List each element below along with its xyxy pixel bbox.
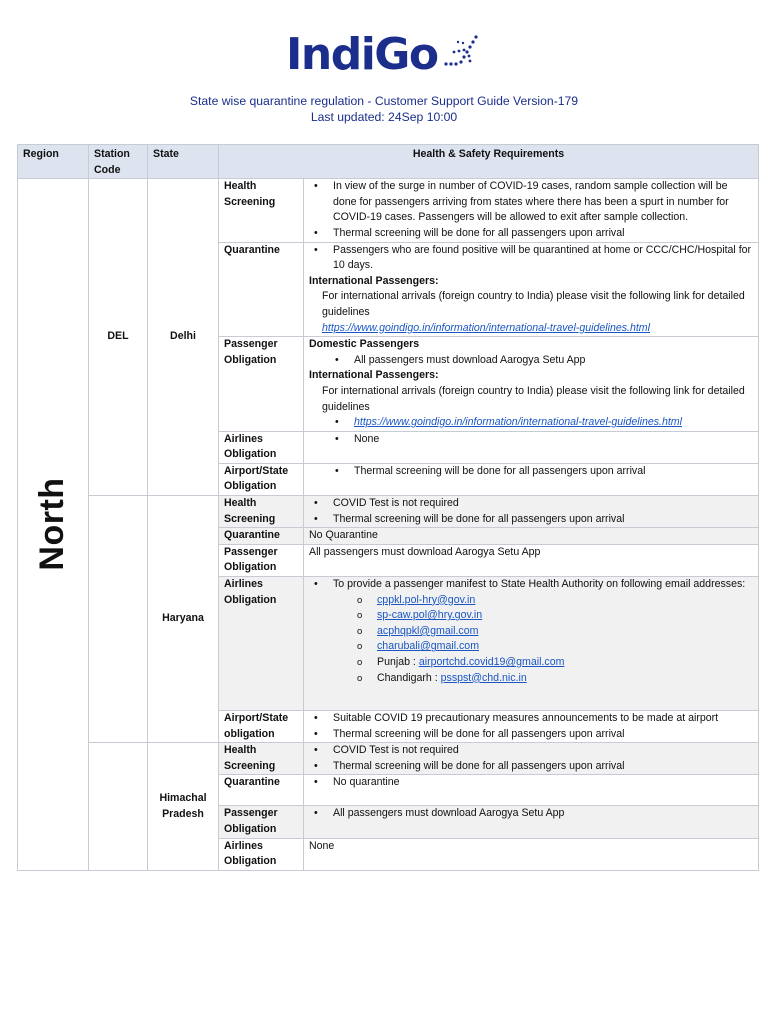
table-header-row: [18, 145, 759, 179]
category-label: Health Screening: [219, 496, 304, 528]
requirement-cell: None: [304, 838, 759, 870]
table-row: [18, 179, 759, 242]
station-code-del: DEL: [89, 179, 148, 496]
email-link[interactable]: charubali@gmail.com: [377, 640, 480, 653]
list-item: • No quarantine: [309, 775, 753, 791]
col-region: Region: [18, 145, 89, 179]
list-item: • All passengers must download Aarogya Setu App: [309, 353, 753, 369]
domestic-heading: Domestic Passengers: [309, 338, 420, 351]
list-item: • Thermal screening will be done for all passengers upon arrival: [309, 512, 753, 528]
intl-text: For international arrivals (foreign country to India) please visit the following link for detailed guidelines: [322, 384, 745, 413]
requirement-cell: [304, 806, 759, 838]
intl-guidelines-link[interactable]: https://www.goindigo.in/information/international-travel-guidelines.html: [354, 416, 682, 429]
category-label: Health Screening: [219, 179, 304, 242]
category-label: Airport/State obligation: [219, 711, 304, 743]
category-label: Quarantine: [219, 775, 304, 806]
email-link[interactable]: sp-caw.pol@hry.gov.in: [377, 609, 483, 622]
category-label: Airlines Obligation: [219, 431, 304, 463]
chandigarh-label: Chandigarh :: [377, 671, 438, 684]
document-subtitle: [0, 93, 768, 125]
col-health-safety: Health & Safety Requirements: [219, 145, 759, 179]
intl-heading: International Passengers:: [309, 369, 439, 382]
list-item: • Passengers who are found positive will be quarantined at home or CCC/CHC/Hospital for 10 days.: [309, 243, 753, 274]
plane-dots-icon: [442, 34, 478, 70]
requirement-cell: No Quarantine: [304, 528, 759, 545]
list-item: • All passengers must download Aarogya Setu App: [309, 806, 753, 822]
email-link[interactable]: airportchd.covid19@gmail.com: [418, 656, 565, 668]
requirement-cell: [304, 431, 759, 463]
category-label: Quarantine: [219, 528, 304, 545]
list-item: • Suitable COVID 19 precautionary measures announcements to be made at airport: [309, 711, 753, 727]
list-item: • None: [309, 432, 753, 448]
table-row: [18, 496, 759, 528]
requirement-cell: All passengers must download Aarogya Setu App: [304, 544, 759, 576]
punjab-label: Punjab :: [377, 656, 416, 668]
category-label: Health Screening: [219, 743, 304, 775]
requirement-cell: [304, 242, 759, 337]
category-label: Airlines Obligation: [219, 838, 304, 870]
last-updated: Last updated: 24Sep 10:00: [310, 110, 458, 124]
email-link[interactable]: psspst@chd.nic.in: [440, 671, 527, 684]
col-state: State: [148, 145, 219, 179]
state-haryana: Haryana: [148, 496, 219, 743]
region-cell: [18, 179, 89, 871]
requirement-cell: [304, 775, 759, 806]
requirement-cell: [304, 337, 759, 432]
quarantine-table: [17, 144, 759, 871]
state-himachal-pradesh: Himachal Pradesh: [148, 743, 219, 871]
intl-heading: International Passengers:: [309, 274, 439, 287]
station-code-empty: [89, 496, 148, 743]
category-label: Passenger Obligation: [219, 806, 304, 838]
region-north: North: [33, 477, 72, 572]
category-label: Passenger Obligation: [219, 544, 304, 576]
indigo-logo: [286, 30, 478, 80]
logo-text: IndiGo: [286, 29, 438, 80]
category-label: Quarantine: [219, 242, 304, 337]
list-item: • Thermal screening will be done for all passengers upon arrival: [309, 226, 753, 242]
list-item: • Thermal screening will be done for all passengers upon arrival: [309, 727, 753, 743]
requirement-cell: [304, 577, 759, 711]
category-label: Airlines Obligation: [219, 577, 304, 711]
email-link[interactable]: cppkl.pol-hry@gov.in: [377, 593, 476, 606]
requirement-cell: [304, 711, 759, 743]
category-label: Airport/State Obligation: [219, 463, 304, 495]
list-item: • Thermal screening will be done for all passengers upon arrival: [309, 464, 753, 480]
intl-text: For international arrivals (foreign country to India) please visit the following link for detailed guidelines: [322, 290, 745, 318]
list-item: • In view of the surge in number of COVID-19 cases, random sample collection will be done for passengers arriving from states where there has been a spurt in number for COVID-19 cases. Passengers will be allowed to exit after sample collection.: [309, 179, 753, 226]
intl-guidelines-link[interactable]: https://www.goindigo.in/information/international-travel-guidelines.html: [322, 321, 650, 334]
requirement-cell: [304, 496, 759, 528]
col-station-code: Station Code: [89, 145, 148, 179]
requirement-cell: [304, 743, 759, 775]
list-item: • Thermal screening will be done for all passengers upon arrival: [309, 759, 753, 775]
state-delhi: Delhi: [148, 179, 219, 496]
station-code-empty: [89, 743, 148, 871]
table-row: [18, 743, 759, 775]
list-item: • To provide a passenger manifest to State Health Authority on following email addresses:: [309, 577, 753, 593]
list-item: • COVID Test is not required: [309, 743, 753, 759]
list-item: • COVID Test is not required: [309, 496, 753, 512]
email-link[interactable]: acphqpkl@gmail.com: [377, 624, 479, 637]
category-label: Passenger Obligation: [219, 337, 304, 432]
document-title: State wise quarantine regulation - Customer Support Guide Version-179: [189, 94, 579, 108]
requirement-cell: [304, 463, 759, 495]
requirement-cell: [304, 179, 759, 242]
